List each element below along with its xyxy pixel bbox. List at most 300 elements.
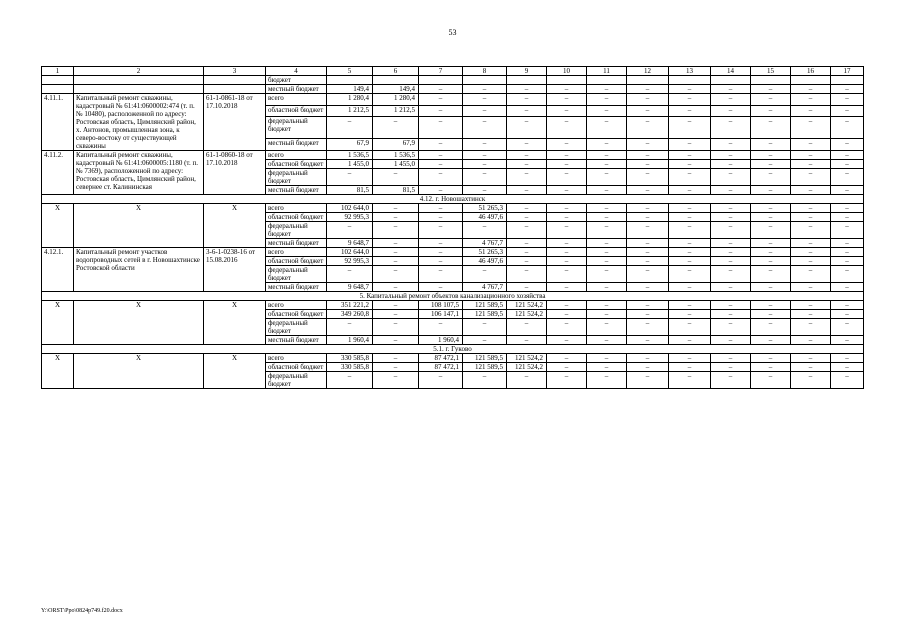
- amount-cell: 4 767,7: [463, 239, 507, 248]
- amount-cell: –: [669, 257, 711, 266]
- funding-source: местный бюджет: [266, 283, 327, 292]
- amount-cell: –: [669, 266, 711, 283]
- item-number: 4.12.1.: [42, 248, 74, 292]
- item-description: Х: [74, 204, 204, 248]
- amount-cell: –: [831, 301, 864, 310]
- amount-cell: –: [547, 139, 587, 151]
- amount-cell: –: [587, 266, 627, 283]
- amount-cell: 51 265,3: [463, 248, 507, 257]
- amount-cell: 92 995,3: [327, 257, 373, 266]
- amount-cell: –: [507, 319, 547, 336]
- amount-cell: –: [547, 169, 587, 186]
- amount-cell: –: [791, 160, 831, 169]
- amount-cell: –: [373, 363, 419, 372]
- amount-cell: –: [507, 213, 547, 222]
- amount-cell: –: [627, 151, 669, 160]
- funding-source: областной бюджет: [266, 160, 327, 169]
- amount-cell: –: [669, 85, 711, 94]
- item-number: 4.11.1.: [42, 94, 74, 151]
- amount-cell: –: [587, 239, 627, 248]
- amount-cell: 121 589,5: [463, 354, 507, 363]
- amount-cell: –: [547, 85, 587, 94]
- section-heading: 4.12. г. Новошахтинск: [42, 195, 864, 204]
- amount-cell: 1 536,5: [373, 151, 419, 160]
- amount-cell: –: [791, 85, 831, 94]
- amount-cell: –: [419, 204, 463, 213]
- amount-cell: –: [831, 248, 864, 257]
- amount-cell: –: [831, 117, 864, 139]
- amount-cell: –: [669, 336, 711, 345]
- column-number: 4: [266, 67, 327, 76]
- amount-cell: –: [669, 354, 711, 363]
- amount-cell: –: [831, 204, 864, 213]
- amount-cell: 1 455,0: [373, 160, 419, 169]
- item-description: [74, 85, 204, 94]
- amount-cell: –: [507, 336, 547, 345]
- item-number: Х: [42, 301, 74, 345]
- table-row: [42, 85, 864, 94]
- amount-cell: –: [791, 319, 831, 336]
- funding-source: федеральный бюджет: [266, 372, 327, 389]
- amount-cell: –: [711, 169, 751, 186]
- amount-cell: –: [507, 248, 547, 257]
- item-number: 4.11.2.: [42, 151, 74, 195]
- table-row: [42, 248, 864, 257]
- amount-cell: –: [463, 186, 507, 195]
- amount-cell: [373, 76, 419, 85]
- amount-cell: –: [507, 222, 547, 239]
- funding-source: местный бюджет: [266, 336, 327, 345]
- amount-cell: 121 524,2: [507, 310, 547, 319]
- document-reference: 61-1-0861-18 от 17.10.2018: [204, 94, 266, 151]
- amount-cell: –: [751, 257, 791, 266]
- amount-cell: –: [507, 105, 547, 117]
- section-row: [42, 345, 864, 354]
- item-number: [42, 76, 74, 85]
- amount-cell: –: [831, 213, 864, 222]
- amount-cell: 102 644,0: [327, 204, 373, 213]
- amount-cell: –: [463, 266, 507, 283]
- amount-cell: –: [507, 283, 547, 292]
- amount-cell: –: [831, 257, 864, 266]
- amount-cell: –: [831, 85, 864, 94]
- amount-cell: –: [327, 319, 373, 336]
- column-number: 7: [419, 67, 463, 76]
- amount-cell: –: [711, 105, 751, 117]
- amount-cell: –: [419, 139, 463, 151]
- amount-cell: 87 472,1: [419, 363, 463, 372]
- amount-cell: –: [627, 160, 669, 169]
- amount-cell: –: [547, 319, 587, 336]
- column-number-row: [42, 67, 864, 76]
- amount-cell: –: [373, 204, 419, 213]
- amount-cell: –: [547, 204, 587, 213]
- amount-cell: –: [831, 105, 864, 117]
- amount-cell: –: [587, 117, 627, 139]
- amount-cell: –: [791, 248, 831, 257]
- amount-cell: –: [627, 301, 669, 310]
- amount-cell: –: [547, 363, 587, 372]
- amount-cell: –: [711, 222, 751, 239]
- amount-cell: –: [587, 248, 627, 257]
- amount-cell: [791, 76, 831, 85]
- amount-cell: –: [419, 160, 463, 169]
- amount-cell: –: [373, 239, 419, 248]
- amount-cell: –: [547, 213, 587, 222]
- amount-cell: –: [507, 372, 547, 389]
- amount-cell: –: [587, 319, 627, 336]
- amount-cell: 81,5: [373, 186, 419, 195]
- section-row: [42, 195, 864, 204]
- amount-cell: –: [711, 372, 751, 389]
- amount-cell: –: [831, 151, 864, 160]
- amount-cell: [669, 76, 711, 85]
- amount-cell: –: [669, 222, 711, 239]
- amount-cell: –: [791, 204, 831, 213]
- amount-cell: –: [751, 169, 791, 186]
- item-description: Капитальный ремонт скважины, кадастровый № 61:41:0600002:474 (т. п. № 10480), расположенной по адресу: Ростовская область, Цимлянский район, х. Антонов, промышленная зона, к северо-востоку от существующей скважины: [74, 94, 204, 151]
- amount-cell: –: [831, 354, 864, 363]
- amount-cell: –: [711, 117, 751, 139]
- amount-cell: –: [587, 105, 627, 117]
- amount-cell: –: [547, 372, 587, 389]
- document-reference: 3-6-1-0238-16 от 15.08.2016: [204, 248, 266, 292]
- amount-cell: –: [463, 151, 507, 160]
- amount-cell: –: [463, 139, 507, 151]
- amount-cell: –: [669, 160, 711, 169]
- amount-cell: –: [627, 94, 669, 106]
- amount-cell: –: [507, 257, 547, 266]
- amount-cell: 108 107,5: [419, 301, 463, 310]
- funding-source: бюджет: [266, 76, 327, 85]
- amount-cell: –: [507, 85, 547, 94]
- amount-cell: –: [831, 336, 864, 345]
- amount-cell: –: [711, 160, 751, 169]
- item-number: Х: [42, 204, 74, 248]
- amount-cell: –: [791, 257, 831, 266]
- column-number: 15: [751, 67, 791, 76]
- amount-cell: –: [831, 160, 864, 169]
- amount-cell: –: [419, 248, 463, 257]
- amount-cell: –: [547, 94, 587, 106]
- amount-cell: –: [419, 222, 463, 239]
- section-heading: 5.1. г. Гуково: [42, 345, 864, 354]
- amount-cell: –: [419, 372, 463, 389]
- column-number: 12: [627, 67, 669, 76]
- amount-cell: 46 497,6: [463, 213, 507, 222]
- column-number: 17: [831, 67, 864, 76]
- funding-source: областной бюджет: [266, 213, 327, 222]
- amount-cell: –: [327, 266, 373, 283]
- amount-cell: –: [627, 257, 669, 266]
- amount-cell: –: [587, 139, 627, 151]
- amount-cell: –: [627, 139, 669, 151]
- amount-cell: –: [831, 186, 864, 195]
- amount-cell: –: [547, 336, 587, 345]
- item-description: [74, 76, 204, 85]
- amount-cell: –: [627, 85, 669, 94]
- amount-cell: 330 585,8: [327, 363, 373, 372]
- amount-cell: –: [587, 222, 627, 239]
- amount-cell: –: [751, 85, 791, 94]
- amount-cell: –: [627, 222, 669, 239]
- amount-cell: –: [627, 239, 669, 248]
- amount-cell: [711, 76, 751, 85]
- amount-cell: –: [751, 204, 791, 213]
- amount-cell: 46 497,6: [463, 257, 507, 266]
- amount-cell: –: [669, 94, 711, 106]
- amount-cell: –: [547, 257, 587, 266]
- amount-cell: –: [669, 248, 711, 257]
- amount-cell: 121 589,5: [463, 301, 507, 310]
- amount-cell: –: [751, 310, 791, 319]
- amount-cell: 1 536,5: [327, 151, 373, 160]
- amount-cell: –: [669, 372, 711, 389]
- amount-cell: –: [751, 139, 791, 151]
- amount-cell: –: [463, 336, 507, 345]
- amount-cell: –: [711, 151, 751, 160]
- amount-cell: 121 589,5: [463, 310, 507, 319]
- amount-cell: –: [547, 160, 587, 169]
- amount-cell: [587, 76, 627, 85]
- amount-cell: –: [791, 363, 831, 372]
- amount-cell: –: [419, 169, 463, 186]
- amount-cell: –: [831, 310, 864, 319]
- amount-cell: –: [627, 283, 669, 292]
- item-description: Х: [74, 354, 204, 389]
- amount-cell: [463, 76, 507, 85]
- amount-cell: –: [463, 222, 507, 239]
- amount-cell: –: [791, 139, 831, 151]
- amount-cell: –: [627, 266, 669, 283]
- amount-cell: 1 280,4: [373, 94, 419, 106]
- amount-cell: –: [751, 266, 791, 283]
- amount-cell: –: [669, 105, 711, 117]
- amount-cell: –: [587, 372, 627, 389]
- amount-cell: –: [751, 105, 791, 117]
- amount-cell: 1 960,4: [327, 336, 373, 345]
- amount-cell: 351 221,2: [327, 301, 373, 310]
- amount-cell: 106 147,1: [419, 310, 463, 319]
- amount-cell: –: [547, 310, 587, 319]
- amount-cell: –: [373, 222, 419, 239]
- amount-cell: –: [463, 319, 507, 336]
- amount-cell: 67,9: [327, 139, 373, 151]
- amount-cell: –: [419, 283, 463, 292]
- item-description: Капитальный ремонт участков водопроводных сетей в г. Новошахтинске Ростовской области: [74, 248, 204, 292]
- amount-cell: –: [419, 85, 463, 94]
- amount-cell: –: [507, 266, 547, 283]
- amount-cell: –: [587, 213, 627, 222]
- amount-cell: –: [373, 266, 419, 283]
- amount-cell: –: [711, 85, 751, 94]
- amount-cell: –: [463, 105, 507, 117]
- amount-cell: –: [547, 266, 587, 283]
- amount-cell: –: [669, 310, 711, 319]
- amount-cell: –: [627, 213, 669, 222]
- amount-cell: –: [587, 151, 627, 160]
- amount-cell: –: [373, 336, 419, 345]
- amount-cell: –: [507, 94, 547, 106]
- section-row: [42, 292, 864, 301]
- column-number: 3: [204, 67, 266, 76]
- column-number: 9: [507, 67, 547, 76]
- amount-cell: [831, 76, 864, 85]
- amount-cell: –: [373, 301, 419, 310]
- amount-cell: –: [711, 283, 751, 292]
- amount-cell: –: [373, 248, 419, 257]
- funding-source: всего: [266, 151, 327, 160]
- amount-cell: –: [419, 117, 463, 139]
- amount-cell: –: [507, 239, 547, 248]
- amount-cell: –: [669, 301, 711, 310]
- amount-cell: –: [419, 213, 463, 222]
- amount-cell: –: [373, 213, 419, 222]
- amount-cell: –: [791, 336, 831, 345]
- table-row: [42, 94, 864, 106]
- amount-cell: –: [547, 283, 587, 292]
- funding-source: федеральный бюджет: [266, 319, 327, 336]
- amount-cell: –: [627, 363, 669, 372]
- amount-cell: –: [627, 354, 669, 363]
- amount-cell: –: [547, 117, 587, 139]
- funding-source: всего: [266, 354, 327, 363]
- column-number: 6: [373, 67, 419, 76]
- funding-source: областной бюджет: [266, 363, 327, 372]
- page-number: 53: [448, 28, 457, 37]
- amount-cell: –: [791, 94, 831, 106]
- amount-cell: –: [587, 169, 627, 186]
- amount-cell: –: [587, 160, 627, 169]
- amount-cell: 4 767,7: [463, 283, 507, 292]
- amount-cell: –: [507, 169, 547, 186]
- funding-source: местный бюджет: [266, 239, 327, 248]
- amount-cell: –: [373, 169, 419, 186]
- amount-cell: –: [587, 354, 627, 363]
- amount-cell: –: [669, 169, 711, 186]
- amount-cell: –: [711, 336, 751, 345]
- amount-cell: 102 644,0: [327, 248, 373, 257]
- amount-cell: –: [791, 266, 831, 283]
- amount-cell: –: [669, 204, 711, 213]
- amount-cell: –: [751, 186, 791, 195]
- funding-source: федеральный бюджет: [266, 266, 327, 283]
- amount-cell: –: [831, 372, 864, 389]
- amount-cell: 121 524,2: [507, 301, 547, 310]
- amount-cell: –: [669, 239, 711, 248]
- amount-cell: –: [587, 336, 627, 345]
- amount-cell: –: [547, 186, 587, 195]
- amount-cell: –: [831, 319, 864, 336]
- funding-source: областной бюджет: [266, 105, 327, 117]
- document-reference: 61-1-0860-18 от 17.10.2018: [204, 151, 266, 195]
- amount-cell: –: [373, 354, 419, 363]
- amount-cell: –: [791, 283, 831, 292]
- amount-cell: –: [831, 283, 864, 292]
- amount-cell: 92 995,3: [327, 213, 373, 222]
- amount-cell: [751, 76, 791, 85]
- amount-cell: –: [751, 372, 791, 389]
- column-number: 16: [791, 67, 831, 76]
- amount-cell: –: [711, 257, 751, 266]
- budget-table: [41, 66, 864, 389]
- item-description: Х: [74, 301, 204, 345]
- funding-source: федеральный бюджет: [266, 222, 327, 239]
- amount-cell: 121 524,2: [507, 354, 547, 363]
- amount-cell: –: [627, 336, 669, 345]
- amount-cell: –: [751, 248, 791, 257]
- amount-cell: –: [669, 363, 711, 372]
- amount-cell: 349 260,8: [327, 310, 373, 319]
- amount-cell: 9 648,7: [327, 239, 373, 248]
- amount-cell: –: [587, 363, 627, 372]
- amount-cell: –: [751, 213, 791, 222]
- amount-cell: [507, 76, 547, 85]
- document-reference: [204, 85, 266, 94]
- amount-cell: –: [711, 363, 751, 372]
- amount-cell: –: [627, 310, 669, 319]
- amount-cell: –: [627, 319, 669, 336]
- amount-cell: –: [791, 310, 831, 319]
- amount-cell: –: [419, 266, 463, 283]
- amount-cell: –: [669, 186, 711, 195]
- amount-cell: –: [463, 94, 507, 106]
- amount-cell: 67,9: [373, 139, 419, 151]
- amount-cell: –: [751, 363, 791, 372]
- amount-cell: –: [507, 117, 547, 139]
- amount-cell: –: [791, 354, 831, 363]
- amount-cell: –: [419, 319, 463, 336]
- funding-source: всего: [266, 94, 327, 106]
- amount-cell: 330 585,8: [327, 354, 373, 363]
- amount-cell: –: [327, 117, 373, 139]
- amount-cell: –: [507, 151, 547, 160]
- amount-cell: 1 212,5: [373, 105, 419, 117]
- amount-cell: –: [711, 239, 751, 248]
- amount-cell: –: [831, 169, 864, 186]
- amount-cell: –: [463, 169, 507, 186]
- amount-cell: –: [751, 336, 791, 345]
- amount-cell: 9 648,7: [327, 283, 373, 292]
- amount-cell: –: [711, 319, 751, 336]
- amount-cell: –: [627, 169, 669, 186]
- amount-cell: –: [507, 160, 547, 169]
- amount-cell: –: [463, 85, 507, 94]
- amount-cell: 149,4: [327, 85, 373, 94]
- amount-cell: –: [587, 301, 627, 310]
- amount-cell: –: [547, 239, 587, 248]
- amount-cell: –: [627, 248, 669, 257]
- amount-cell: –: [791, 169, 831, 186]
- amount-cell: –: [419, 151, 463, 160]
- funding-source: местный бюджет: [266, 139, 327, 151]
- amount-cell: –: [751, 160, 791, 169]
- amount-cell: –: [791, 239, 831, 248]
- amount-cell: –: [627, 204, 669, 213]
- amount-cell: –: [373, 117, 419, 139]
- amount-cell: –: [751, 222, 791, 239]
- table-row: [42, 354, 864, 363]
- amount-cell: –: [373, 372, 419, 389]
- amount-cell: –: [547, 354, 587, 363]
- amount-cell: 1 212,5: [327, 105, 373, 117]
- file-path-footer: Y:\ORST\Ppo\0824p749.f20.docx: [41, 608, 123, 614]
- amount-cell: –: [751, 151, 791, 160]
- amount-cell: –: [831, 239, 864, 248]
- amount-cell: –: [711, 186, 751, 195]
- column-number: 5: [327, 67, 373, 76]
- amount-cell: 51 265,3: [463, 204, 507, 213]
